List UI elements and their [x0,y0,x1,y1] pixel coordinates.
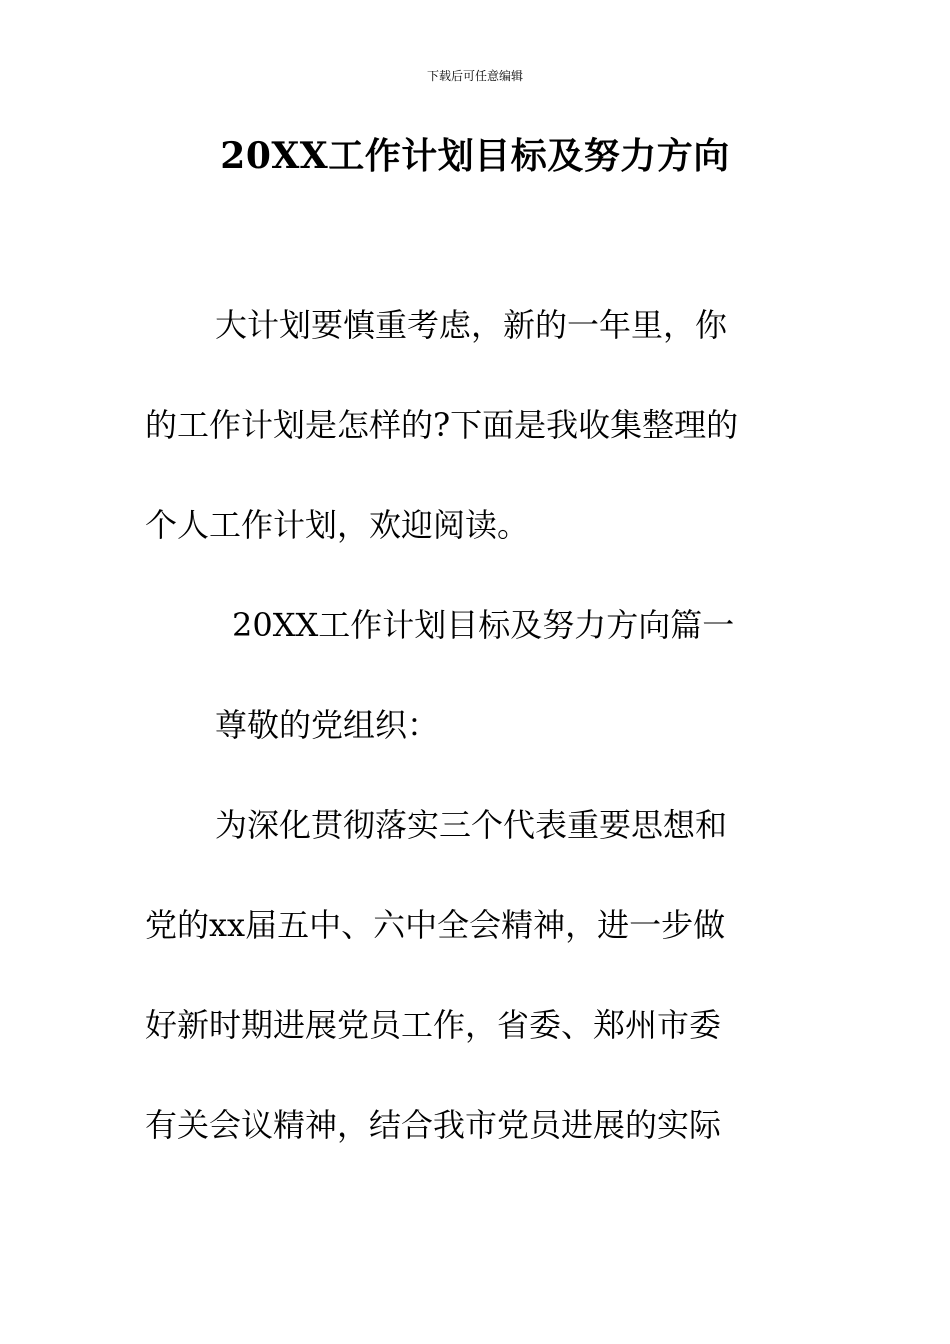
section-heading: 20XX工作计划目标及努力方向篇一 [232,606,735,644]
document-title: 20XX工作计划目标及努力方向 [220,135,730,177]
paragraph-line: 有关会议精神，结合我市党员进展的实际 [145,1106,722,1144]
paragraph-line: 的工作计划是怎样的?下面是我收集整理的 [145,406,739,444]
paragraph-line: 党的xx届五中、六中全会精神，进一步做 [145,906,726,944]
header-note: 下载后可任意编辑 [426,69,523,83]
paragraph-line: 好新时期进展党员工作，省委、郑州市委 [145,1006,722,1044]
paragraph-line: 为深化贯彻落实三个代表重要思想和 [215,806,728,844]
salutation: 尊敬的党组织： [215,706,440,744]
paragraph-line: 大计划要慎重考虑，新的一年里，你 [215,306,728,344]
paragraph-line: 个人工作计划，欢迎阅读。 [145,506,530,544]
